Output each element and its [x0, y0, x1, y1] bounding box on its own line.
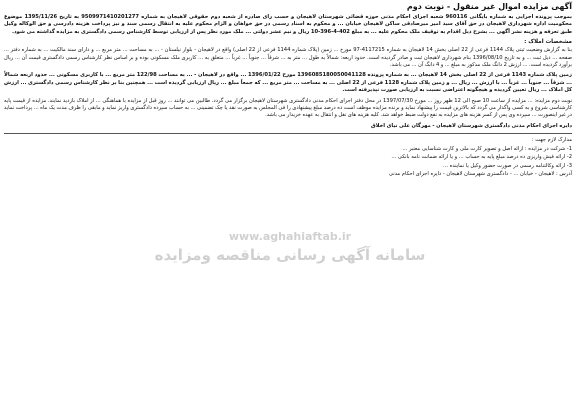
- list-item: آدرس : لاهیجان - خیابان ... - دادگستری شهرستان لاهیجان - دایره اجرای احکام مدنی: [388, 170, 572, 177]
- property-paragraph-1: بنا به گزارش وضعیت ثبتی پلاک 1144 فرعی از 22 اصلی بخش 14 لاهیجان به شماره 4117215-97 مورخ ... زمین (پلاک شماره 1144 فرعی از 22 اصلی) واقع در لاهیجان - بلوار نیلستان - ... به مساحت ... متر مربع ... و دارای سند مالکیت ... به شماره دفتر ... صفحه ... ذیل ثبت ... و به تاریخ 1396/08/10 بنام شهرداری لاهیجان ثبت و صادر گردیده است. حدود اربعه: شمالاً به طول ... متر به ... شرقاً ... جنوباً ... غرباً ... متعلق به ... کاربری ملک مسکونی بوده و بر اساس نظر کارشناس رسمی دادگستری قیمت آن ... ریال برآورد گردیده است. ... ارزش 2 دانگ ملک مذکور به مبلغ ... و 4 دانگ آن ... می باشد.: [4, 47, 573, 69]
- intro-paragraph: بموجب پرونده اجرایی به شماره بایگانی 960116 شعبه اجرای احکام مدنی حوزه قضائی شهرستان لاهیجان و حسب رای صادره از شعبه دوم حقوقی لاهیجان به شماره 9509971410201277 به تاریخ 1395/11/26 موضوع محکومیت اداره شهرداری لاهیجان در حق آقای سید امیر میرصادقی ساکن لاهیجان خیابان ... و محکوم به اسناد رسمی در حق خواهان و الزام محکوم علیه به انتقال رسمی سند و نیز پرداخت هزینه دادرسی و حق الوکاله وکیل طبق تعرفه و هزینه نشر آگهی ... بشرح ذیل اقدام به توقیف ملک محکوم علیه ... به مبلغ 402-4-396-10 ریال و نیم عشر دولتی ... ملک مورد نظر پس از ارزیابی توسط کارشناس رسمی دادگستری به مزایده گذاشته می شود.: [4, 14, 573, 35]
- watermark-url: www.aghahiaftab.ir: [228, 230, 352, 243]
- requirements-list: [4, 137, 572, 178]
- auction-terms-paragraph: نوبت دوم مزایده: ... مزایده از ساعت 10 صبح الی 12 ظهر روز ... مورخ 1397/07/30 در محل دفتر اجرای احکام مدنی دادگستری شهرستان لاهیجان برگزار می گردد. طالبین می توانند ... روز قبل از مزایده با هماهنگی ... از املاک بازدید نمایند. مزایده از قیمت پایه کارشناسی شروع و به کسی واگذار می گردد که بالاترین قیمت را پیشنهاد نماید و برنده مزایده موظف است ده درصد مبلغ پیشنهادی را فی المجلس به صورت نقد یا چک تضمینی ... به حساب سپرده دادگستری واریز نماید و مابقی را ظرف مدت یک ماه ... پرداخت نماید در غیر اینصورت ... سپرده وی پس از کسر هزینه های مزایده به نفع دولت ضبط خواهد شد. کلیه هزینه های نقل و انتقال به عهده خریدار می باشد.: [4, 97, 573, 119]
- document-page: [4, 2, 572, 418]
- section-heading-properties: مشخصات املاک :: [524, 39, 572, 46]
- list-item: 3- ارائه وکالتنامه رسمی در صورت حضور وکیل یا نماینده ...: [443, 162, 572, 169]
- list-item: مدارک لازم جهت :: [531, 137, 572, 144]
- list-item: 2- ارائه فیش واریزی ده درصد مبلغ پایه به حساب ... و یا ارائه ضمانت نامه بانکی ...: [391, 154, 572, 161]
- watermark-text: سامانه آگهی رسانی مناقصه ومزایده: [154, 246, 426, 264]
- signature-line: دایره اجرای احکام مدنی دادگستری شهرستان لاهیجان - مهرگان علی نیای اخلاق: [370, 122, 572, 129]
- list-item: 1- شرکت در مزایده : ارائه اصل و تصویر کارت ملی و کارت شناسایی معتبر ...: [402, 145, 572, 152]
- property-paragraph-2: زمین پلاک شماره 1143 فرعی از 22 اصلی بخش 14 لاهیجان ... به شماره پرونده 1396085180050041128 مورخ 1396/01/22 ... واقع در لاهیجان - ... به مساحت 122/98 متر مربع ... با کاربری مسکونی ... حدود اربعه شمالاً ... شرقاً ... جنوباً ... غرباً ... با ارزش ... ریال ... و زمین پلاک شماره 1128 فرعی از 22 اصلی ... به مساحت ... متر مربع ... که جمعاً مبلغ ... ریال ارزیابی گردیده است ... همچنین بنا بر نظر کارشناس رسمی دادگستری ... ارزش کل املاک ... ریال تعیین گردیده و هیچگونه اعتراضی نسبت به ارزیابی صورت نپذیرفته است.: [4, 72, 573, 94]
- page-title: آگهی مزایده اموال غیر منقول - نوبت دوم: [406, 2, 572, 11]
- divider: [4, 133, 572, 134]
